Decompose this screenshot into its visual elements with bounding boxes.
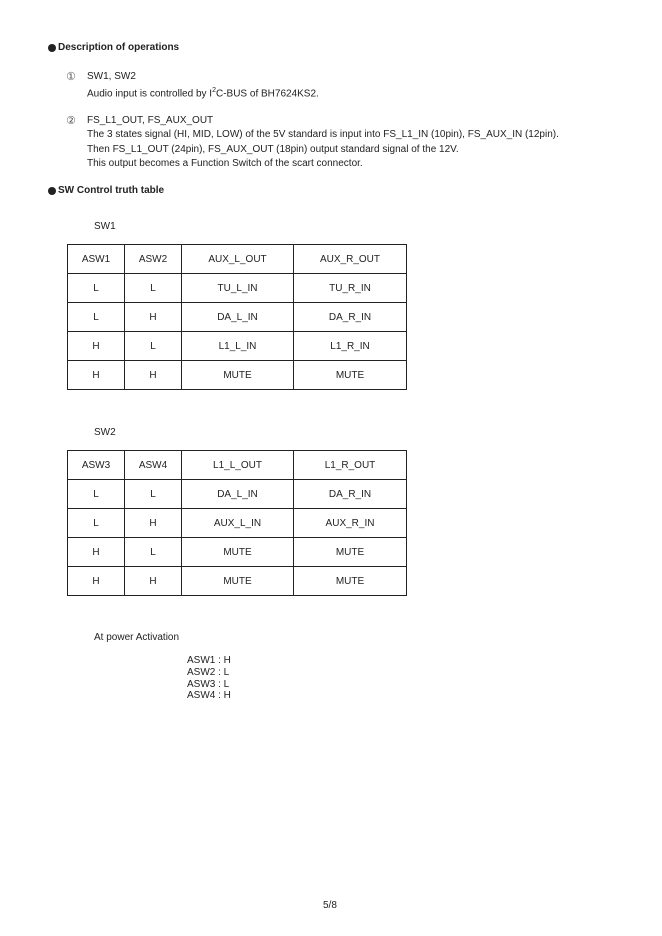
table-cell: L xyxy=(68,509,125,538)
table-cell: H xyxy=(68,332,125,361)
table-cell: L1_L_IN xyxy=(182,332,294,361)
bullet-icon xyxy=(48,44,56,52)
item-1-title: SW1, SW2 xyxy=(87,71,136,82)
item-number-2: ② xyxy=(66,115,76,127)
table-cell: DA_R_IN xyxy=(294,480,407,509)
description-heading-text: Description of operations xyxy=(58,42,180,53)
table-cell: L xyxy=(68,274,125,303)
table-cell: L xyxy=(125,480,182,509)
description-heading xyxy=(48,42,179,53)
table-row xyxy=(68,509,407,538)
table-row xyxy=(68,480,407,509)
table-row xyxy=(68,538,407,567)
power-setting: ASW4 : H xyxy=(187,690,231,702)
table-cell: L1_R_IN xyxy=(294,332,407,361)
header-cell: AUX_L_OUT xyxy=(182,245,294,274)
table-row xyxy=(68,361,407,390)
truth-table-heading-text: SW Control truth table xyxy=(58,185,165,196)
item-2-line-1: The 3 states signal (HI, MID, LOW) of the 5V standard is input into FS_L1_IN (10pin), FS_AUX_IN (12pin). xyxy=(87,129,559,140)
table-cell: MUTE xyxy=(182,361,294,390)
table-cell: H xyxy=(125,303,182,332)
power-setting: ASW3 : L xyxy=(187,678,230,690)
table-cell: H xyxy=(68,361,125,390)
table-cell: L xyxy=(125,538,182,567)
table-cell: MUTE xyxy=(182,538,294,567)
header-cell: ASW4 xyxy=(125,451,182,480)
table-cell: AUX_L_IN xyxy=(182,509,294,538)
item-1-description: Audio input is controlled by $I^2C$-BUS of BH7624KS2. xyxy=(87,87,319,100)
header-cell: ASW3 xyxy=(68,451,125,480)
table-cell: AUX_R_IN xyxy=(294,509,407,538)
table-row xyxy=(68,332,407,361)
table-cell: TU_L_IN xyxy=(182,274,294,303)
page-number: 5/8 xyxy=(323,900,337,911)
table-cell: L xyxy=(68,303,125,332)
table-cell: H xyxy=(125,509,182,538)
table-cell: L xyxy=(68,480,125,509)
sw2-label: SW2 xyxy=(94,427,116,438)
table-cell: H xyxy=(68,538,125,567)
table-cell: MUTE xyxy=(294,361,407,390)
header-cell: L1_L_OUT xyxy=(182,451,294,480)
item-2-title: FS_L1_OUT, FS_AUX_OUT xyxy=(87,115,214,126)
header-cell: ASW2 xyxy=(125,245,182,274)
header-cell: ASW1 xyxy=(68,245,125,274)
table-cell: DA_R_IN xyxy=(294,303,407,332)
power-setting: ASW2 : L xyxy=(187,666,230,678)
table-cell: H xyxy=(125,567,182,596)
truth-table-heading xyxy=(48,185,164,196)
table-cell: H xyxy=(125,361,182,390)
table-cell: MUTE xyxy=(182,567,294,596)
table-cell: DA_L_IN xyxy=(182,303,294,332)
table-cell: MUTE xyxy=(294,538,407,567)
table-header-row xyxy=(68,245,407,274)
table-row xyxy=(68,274,407,303)
table-cell: L xyxy=(125,332,182,361)
table-cell: L xyxy=(125,274,182,303)
table-cell: MUTE xyxy=(294,567,407,596)
header-cell: AUX_R_OUT xyxy=(294,245,407,274)
item-2-line-2: Then FS_L1_OUT (24pin), FS_AUX_OUT (18pin) output standard signal of the 12V. xyxy=(87,144,459,155)
table-cell: DA_L_IN xyxy=(182,480,294,509)
power-activation-list xyxy=(187,655,231,702)
power-setting: ASW1 : H xyxy=(187,655,231,666)
table-row xyxy=(68,567,407,596)
item-2-line-3: This output becomes a Function Switch of the scart connector. xyxy=(87,158,363,169)
table-cell: H xyxy=(68,567,125,596)
sw2-truth-table xyxy=(67,450,407,596)
sw1-truth-table xyxy=(67,244,407,390)
header-cell: L1_R_OUT xyxy=(294,451,407,480)
item-number-1: ① xyxy=(66,71,76,83)
table-cell: TU_R_IN xyxy=(294,274,407,303)
table-header-row xyxy=(68,451,407,480)
power-activation-title: At power Activation xyxy=(94,632,180,643)
sw1-label: SW1 xyxy=(94,221,116,232)
bullet-icon xyxy=(48,187,56,195)
table-row xyxy=(68,303,407,332)
